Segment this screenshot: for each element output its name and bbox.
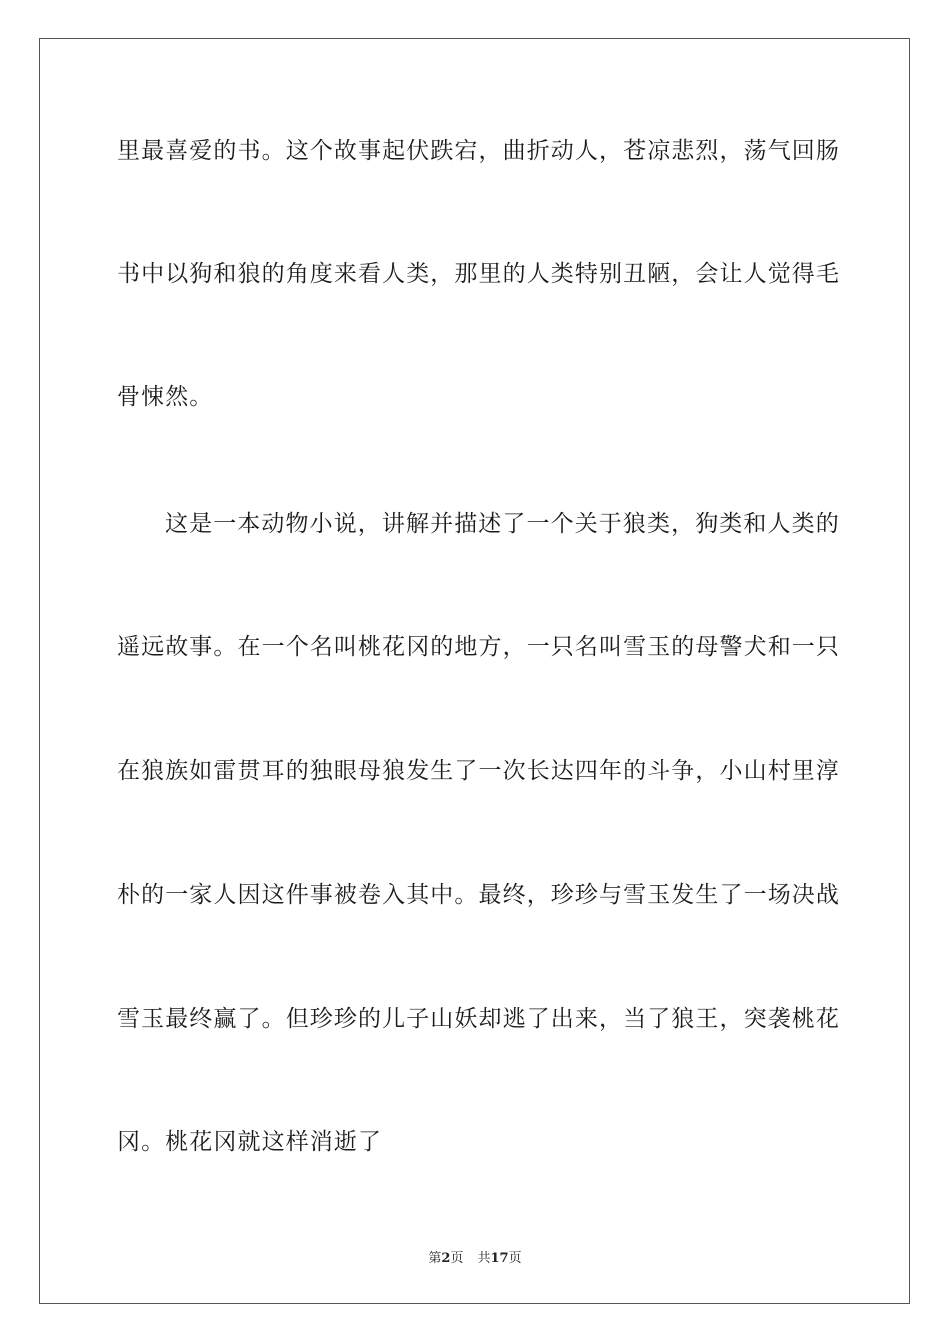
paragraph-first-line: 这是一本动物小说，讲解并描述了一个关于狼类，狗类和人类的: [165, 511, 840, 537]
body-text-line: 冈。桃花冈就这样消逝了: [117, 1129, 383, 1155]
body-text-line: 书中以狗和狼的角度来看人类，那里的人类特别丑陋，会让人觉得毛: [117, 261, 840, 287]
body-text-line: 遥远故事。在一个名叫桃花冈的地方，一只名叫雪玉的母警犬和一只: [117, 634, 840, 660]
total-pages-label: 共17页: [477, 1251, 522, 1266]
page-border: [39, 38, 910, 1304]
body-text-line: 里最喜爱的书。这个故事起伏跌宕，曲折动人，苍凉悲烈，荡气回肠: [117, 138, 840, 164]
page-number-label: 第2页: [428, 1251, 464, 1266]
body-text-line: 在狼族如雷贯耳的独眼母狼发生了一次长达四年的斗争，小山村里淳: [117, 758, 840, 784]
body-text-line: 雪玉最终赢了。但珍珍的儿子山妖却逃了出来，当了狼王，突袭桃花: [117, 1006, 840, 1032]
body-text-line: 朴的一家人因这件事被卷入其中。最终，珍珍与雪玉发生了一场决战: [117, 882, 840, 908]
page-footer: [0, 1247, 950, 1266]
body-text-line: 骨悚然。: [117, 384, 214, 410]
